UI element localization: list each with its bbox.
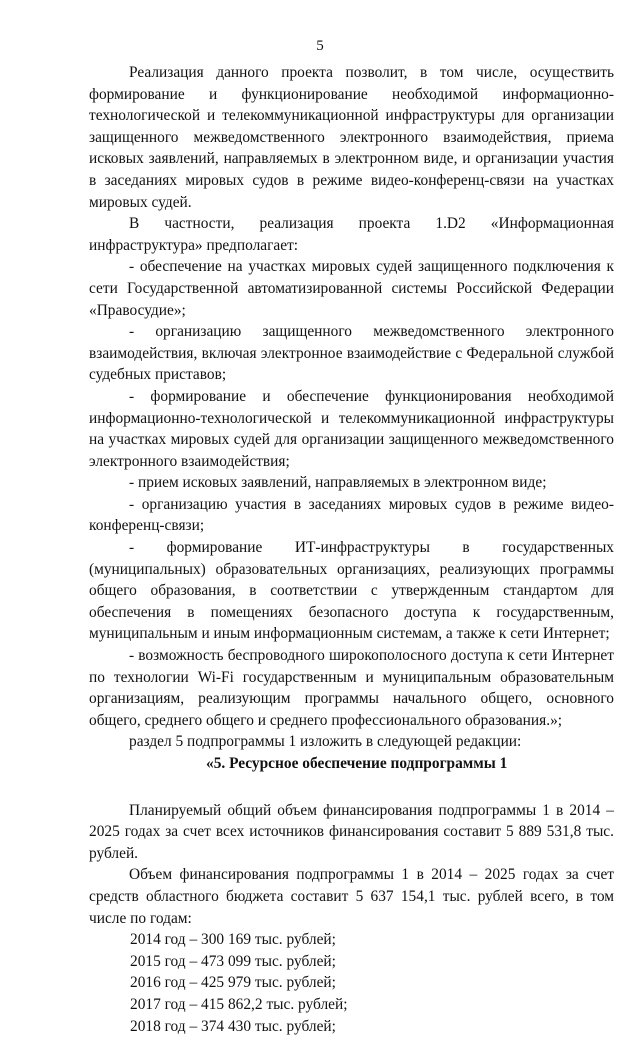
paragraph-section-edit: раздел 5 подпрограммы 1 изложить в следующей редакции: [129, 733, 522, 751]
document-body [89, 62, 614, 1037]
year-item: 2018 год – 374 430 тыс. рублей; [130, 1017, 336, 1035]
section-heading: «5. Ресурсное обеспечение подпрограммы 1 [206, 755, 508, 772]
paragraph-total-funding: Планируемый общий объем финансирования подпрограммы 1 в 2014 – 2025 годах за счет всех источников финансирования составит 5 889 531,8 тыс. рублей. [89, 801, 614, 862]
list-item-connection: - обеспечение на участках мировых судей защищенного подключения к сети Государственной автоматизированной системы Российской Федерации «Правосудие»; [89, 258, 614, 319]
year-item: 2015 год – 473 099 тыс. рублей; [130, 952, 336, 970]
list-item-videoconference: - организацию участия в заседаниях мировых судов в режиме видео-конференц-связи; [89, 495, 614, 535]
paragraph-regional-funding: Объем финансирования подпрограммы 1 в 2014 – 2025 годах за счет средств областного бюджета составит 5 637 154,1 тыс. рублей всего, в том числе по годам: [89, 866, 614, 927]
year-item: 2016 год – 425 979 тыс. рублей; [130, 974, 336, 992]
page-number: 5 [316, 38, 324, 54]
list-item-wifi: - возможность беспроводного широкополосного доступа к сети Интернет по технологии Wi-Fi государственным и муниципальным образовательным организациям, реализующим программы начального общего, основного общего, среднего общего и среднего профессионального образования.»; [89, 647, 614, 729]
list-item-claims: - прием исковых заявлений, направляемых в электронном виде; [129, 474, 547, 492]
year-item: 2014 год – 300 169 тыс. рублей; [130, 931, 336, 949]
paragraph-project-d2: В частности, реализация проекта 1.D2 «Информационная инфраструктура» предполагает: [89, 215, 614, 254]
list-item-interaction: - организацию защищенного межведомственного электронного взаимодействия, включая электронное взаимодействие с Федеральной службой судебных приставов; [89, 323, 614, 384]
list-item-infrastructure: - формирование и обеспечение функционирования необходимой информационно-технологической и телекоммуникационной инфраструктуры на участках мировых судей для организации защищенного межведомственного электронного взаимодействия; [89, 387, 614, 470]
year-list [89, 929, 614, 1037]
spacer [89, 775, 614, 800]
list-item-it-infrastructure: - формирование ИТ-инфраструктуры в государственных (муниципальных) образовательных организациях, реализующих программы общего образования, в соответствии с утвержденным стандартом для обеспечения в помещениях безопасного доступа к государственным, муниципальным и иным информационным системам, а также к сети Интернет; [89, 539, 614, 643]
paragraph-project-intro: Реализация данного проекта позволит, в том числе, осуществить формирование и функционирование необходимой информационно-технологической и телекоммуникационной инфраструктуры для организации защищенного межведомственного электронного взаимодействия, приема исковых заявлений, направляемых в электронном виде, и организации участия в заседаниях мировых судов в режиме видео-конференц-связи на участках мировых судей. [89, 64, 614, 211]
year-item: 2017 год – 415 862,2 тыс. рублей; [130, 995, 348, 1013]
